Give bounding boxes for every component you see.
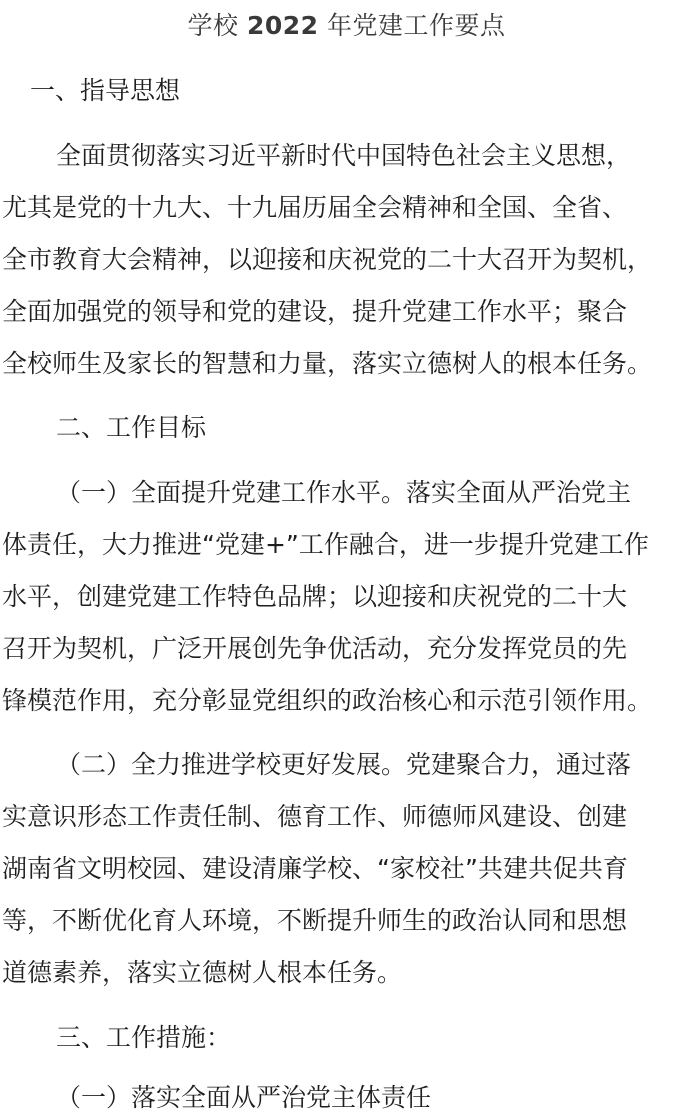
paragraph-line: 全校师生及家长的智慧和力量，落实立德树人的根本任务。 — [2, 349, 653, 378]
paragraph-line: 水平，创建党建工作特色品牌；以迎接和庆祝党的二十大 — [2, 582, 628, 611]
paragraph-line: （一）全面提升党建工作水平。落实全面从严治党主 — [56, 478, 632, 507]
paragraph-line: （二）全力推进学校更好发展。党建聚合力，通过落 — [56, 750, 632, 779]
paragraph-goal-2 — [2, 739, 692, 999]
document-title — [0, 8, 693, 44]
title-suffix: 年党建工作要点 — [327, 11, 506, 40]
section-heading-guiding-thought: 一、指导思想 — [30, 76, 181, 105]
title-prefix: 学校 — [187, 11, 239, 40]
paragraph-guiding-thought — [2, 130, 692, 390]
paragraph-line: 全面加强党的领导和党的建设，提升党建工作水平；聚合 — [2, 297, 628, 326]
section-heading-work-goals: 二、工作目标 — [56, 413, 207, 442]
paragraph-line: 全市教育大会精神，以迎接和庆祝党的二十大召开为契机， — [2, 245, 653, 274]
paragraph-line: 湖南省文明校园、建设清廉学校、“家校社”共建共促共育 — [2, 854, 628, 883]
paragraph-line: 等，不断优化育人环境，不断提升师生的政治认同和思想 — [2, 906, 628, 935]
paragraph-goal-1 — [2, 467, 692, 727]
paragraph-line: 道德素养，落实立德树人根本任务。 — [2, 958, 403, 987]
section-heading-work-measures: 三、工作措施： — [56, 1023, 232, 1052]
paragraph-line: 体责任，大力推进“党建+”工作融合，进一步提升党建工作 — [2, 530, 649, 559]
paragraph-line: 实意识形态工作责任制、德育工作、师德师风建设、创建 — [2, 802, 628, 831]
paragraph-line: 召开为契机，广泛开展创先争优活动，充分发挥党员的先 — [2, 634, 628, 663]
paragraph-line: 锋模范作用，充分彰显党组织的政治核心和示范引领作用。 — [2, 686, 653, 715]
paragraph-line: 全面贯彻落实习近平新时代中国特色社会主义思想， — [56, 141, 632, 170]
partial-line-cut-off: （一）落实全面从严治党主体责任 — [56, 1083, 432, 1112]
title-year: 2022 — [246, 11, 319, 40]
paragraph-line: 尤其是党的十九大、十九届历届全会精神和全国、全省、 — [2, 193, 628, 222]
